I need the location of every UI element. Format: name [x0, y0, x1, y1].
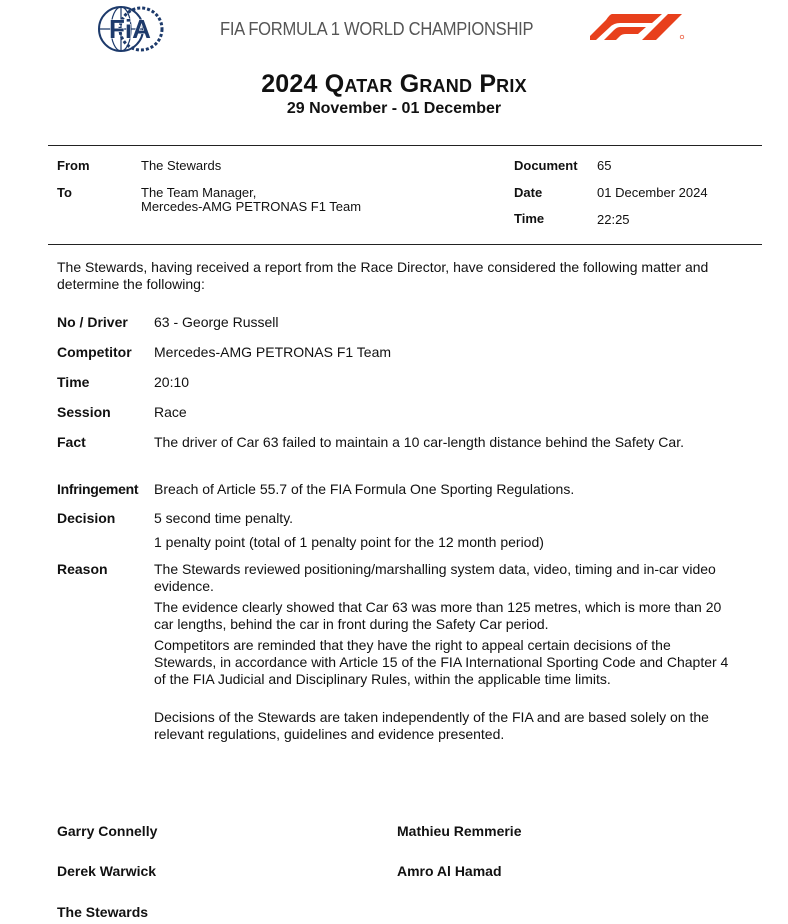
- time-label: Time: [514, 211, 545, 226]
- from-label: From: [57, 158, 90, 173]
- competitor-value: Mercedes-AMG PETRONAS F1 Team: [154, 344, 392, 360]
- infringement-label: Infringement: [57, 481, 139, 497]
- session-label: Session: [57, 404, 111, 420]
- decision-value: [154, 510, 744, 555]
- reason-paragraph: Decisions of the Stewards are taken independently of the FIA and are based solely on the relevant regulations, guidelines and evidence presented.: [154, 709, 709, 742]
- decision-line: 1 penalty point (total of 1 penalty point for the 12 month period): [154, 534, 544, 550]
- fia-logo: [97, 4, 165, 54]
- decision-label: Decision: [57, 510, 116, 526]
- reason-paragraph: The evidence clearly showed that Car 63 was more than 125 metres, which is more than 20 car lengths, behind the car in front during the Safety Car period.: [154, 599, 722, 632]
- race-name-word: Qatar: [324, 70, 393, 98]
- intro-text: The Stewards, having received a report from the Race Director, have considered the following matter and determine the following:: [57, 259, 709, 292]
- steward-name: Garry Connelly: [57, 823, 158, 839]
- divider-bottom: [48, 244, 762, 245]
- race-title: [0, 70, 788, 99]
- steward-name: Mathieu Remmerie: [397, 823, 522, 839]
- race-dates: 29 November - 01 December: [286, 100, 502, 117]
- incident-time-value: 20:10: [154, 374, 190, 390]
- competitor-label: Competitor: [57, 344, 132, 360]
- to-value-line2: Mercedes-AMG PETRONAS F1 Team: [141, 199, 362, 214]
- fact-label: Fact: [57, 434, 86, 450]
- reason-paragraph: Competitors are reminded that they have the right to appeal certain decisions of the Stewards, in accordance with Article 15 of the FIA International Sporting Code and Chapter 4 of the FIA Judicial and Disciplinary Rules, within the applicable time limits.: [154, 637, 729, 687]
- championship-title: FIA FORMULA 1 WORLD CHAMPIONSHIP: [220, 19, 534, 39]
- date-value: 01 December 2024: [597, 185, 708, 200]
- decision-line: 5 second time penalty.: [154, 510, 294, 526]
- f1-logo: [590, 14, 688, 40]
- from-value: The Stewards: [141, 158, 222, 173]
- to-label: To: [57, 185, 72, 200]
- to-value: [141, 186, 361, 214]
- steward-name: Derek Warwick: [57, 863, 157, 879]
- to-value-line1: The Team Manager,: [141, 185, 257, 200]
- session-value: Race: [154, 404, 187, 420]
- signature-footer: The Stewards: [57, 904, 149, 920]
- document-value: 65: [597, 158, 612, 173]
- divider-top: [48, 145, 762, 146]
- race-year: 2024: [261, 70, 318, 98]
- reason-label: Reason: [57, 561, 108, 577]
- fia-logo-text: FiA: [109, 14, 151, 44]
- infringement-value: Breach of Article 55.7 of the FIA Formula One Sporting Regulations.: [154, 481, 575, 497]
- reason-value: [154, 561, 729, 747]
- race-name-word: Prix: [479, 70, 527, 98]
- date-label: Date: [514, 185, 543, 200]
- document-label: Document: [514, 158, 578, 173]
- race-name-word: Grand: [399, 70, 473, 98]
- steward-name: Amro Al Hamad: [397, 863, 502, 879]
- driver-label: No / Driver: [57, 314, 128, 330]
- driver-value: 63 - George Russell: [154, 314, 279, 330]
- reason-paragraph: The Stewards reviewed positioning/marshalling system data, video, timing and in-car video evidence.: [154, 561, 716, 594]
- incident-time-label: Time: [57, 374, 90, 390]
- fact-value: The driver of Car 63 failed to maintain a 10 car-length distance behind the Safety Car.: [154, 434, 684, 450]
- time-value: 22:25: [597, 212, 630, 227]
